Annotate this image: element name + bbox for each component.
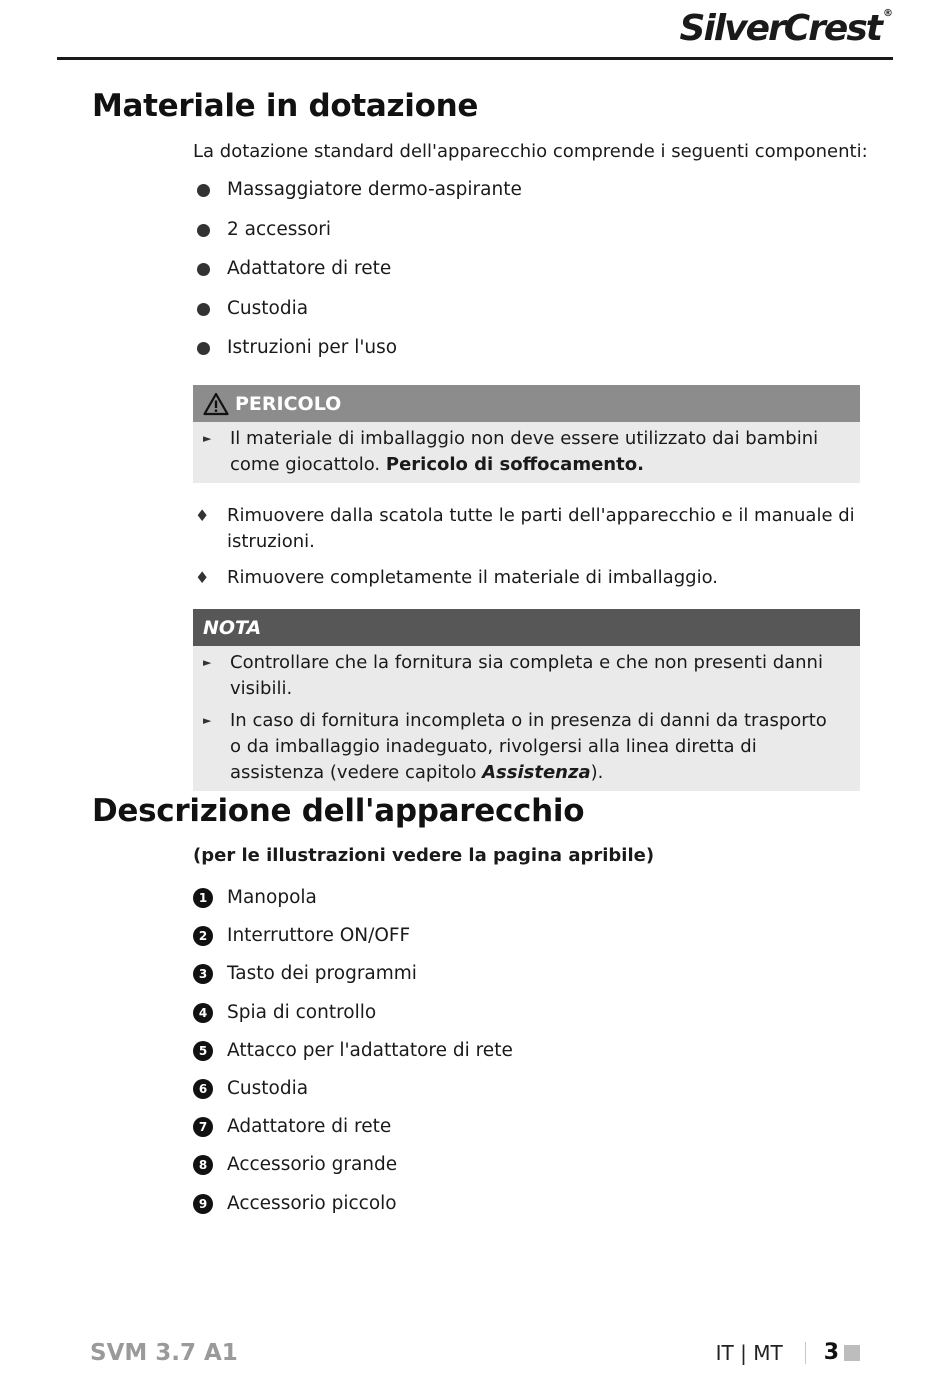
note-label: NOTA: [203, 616, 262, 639]
bullet-icon: [197, 184, 210, 197]
list-item: 7 Adattatore di rete: [193, 1114, 513, 1152]
list-item: Adattatore di rete: [197, 256, 522, 296]
header-rule: [57, 57, 893, 60]
number-badge-icon: 1: [193, 888, 213, 908]
danger-label: PERICOLO: [235, 392, 342, 415]
note-item: ► Controllare che la fornitura sia completa e che non presenti danni visibili.: [203, 652, 823, 699]
contents-intro: La dotazione standard dell'apparecchio comprende i seguenti componenti:: [193, 141, 868, 162]
step-item: ♦ Rimuovere dalla scatola tutte le parti dell'apparecchio e il manuale di istruzioni.: [195, 505, 855, 552]
parts-list: [193, 885, 513, 1229]
footer-divider: [805, 1342, 806, 1364]
page-number: 3: [823, 1340, 839, 1365]
footer-page-info: [716, 1340, 860, 1365]
list-item: Massaggiatore dermo-aspirante: [197, 177, 522, 217]
list-item: 4 Spia di controllo: [193, 1000, 513, 1038]
list-item: 2 accessori: [197, 217, 522, 257]
number-badge-icon: 4: [193, 1003, 213, 1023]
danger-header: [193, 385, 860, 422]
number-badge-icon: 8: [193, 1155, 213, 1175]
arrow-icon: ►: [203, 656, 212, 669]
list-item: 3 Tasto dei programmi: [193, 961, 513, 999]
list-item: 8 Accessorio grande: [193, 1152, 513, 1190]
list-item: Custodia: [197, 296, 522, 336]
bullet-icon: [197, 303, 210, 316]
step-list: [193, 503, 863, 601]
list-item: 9 Accessorio piccolo: [193, 1191, 513, 1229]
section-title-contents: Materiale in dotazione: [92, 88, 479, 124]
number-badge-icon: 5: [193, 1041, 213, 1061]
list-item: 6 Custodia: [193, 1076, 513, 1114]
diamond-icon: ♦: [195, 568, 210, 587]
number-badge-icon: 7: [193, 1117, 213, 1137]
list-item: Istruzioni per l'uso: [197, 335, 522, 375]
brand-logo: SilverCrest ®: [679, 8, 893, 49]
section-title-description: Descrizione dell'apparecchio: [92, 793, 585, 829]
note-header: [193, 609, 860, 646]
danger-box: [193, 385, 860, 483]
arrow-icon: ►: [203, 432, 212, 445]
contents-list: [197, 177, 522, 375]
number-badge-icon: 3: [193, 964, 213, 984]
warning-triangle-icon: [203, 392, 229, 416]
note-box: [193, 609, 860, 791]
footer-language: IT | MT: [715, 1340, 783, 1365]
illustration-note: (per le illustrazioni vedere la pagina apribile): [193, 845, 655, 866]
number-badge-icon: 9: [193, 1194, 213, 1214]
note-item: ► In caso di fornitura incompleta o in presenza di danni da trasporto o da imballaggio inadeguato, rivolgersi alla linea diretta di assistenza (vedere capitolo Assistenza).: [203, 710, 827, 783]
danger-item: ► Il materiale di imballaggio non deve essere utilizzato dai bambini come giocattolo. Pericolo di soffocamento.: [203, 428, 819, 475]
number-badge-icon: 2: [193, 926, 213, 946]
footer-model: SVM 3.7 A1: [90, 1340, 238, 1366]
list-item: 1 Manopola: [193, 885, 513, 923]
page-marker-icon: [844, 1345, 860, 1361]
number-badge-icon: 6: [193, 1079, 213, 1099]
bullet-icon: [197, 224, 210, 237]
list-item: 2 Interruttore ON/OFF: [193, 923, 513, 961]
list-item: 5 Attacco per l'adattatore di rete: [193, 1038, 513, 1076]
bullet-icon: [197, 263, 210, 276]
diamond-icon: ♦: [195, 506, 210, 525]
step-item: ♦ Rimuovere completamente il materiale di imballaggio.: [193, 565, 863, 591]
bullet-icon: [197, 342, 210, 355]
arrow-icon: ►: [203, 714, 212, 727]
